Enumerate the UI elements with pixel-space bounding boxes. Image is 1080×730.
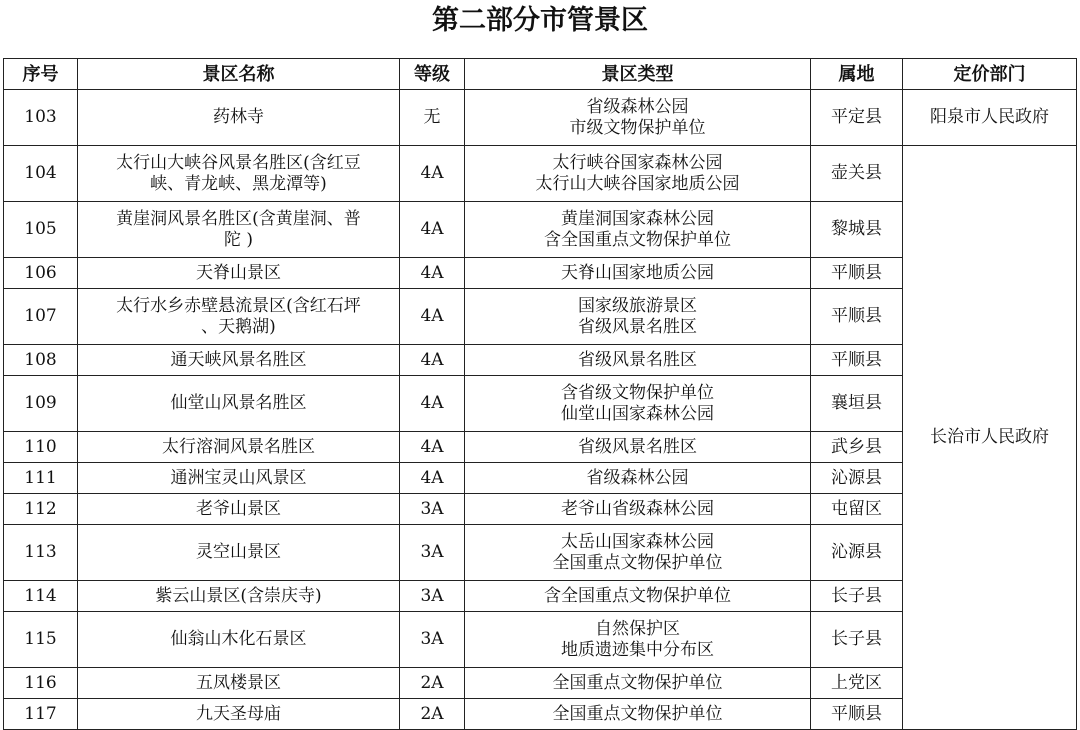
scenic-type: [465, 525, 811, 581]
row-number: 113: [4, 525, 78, 581]
scenic-type: [465, 146, 811, 202]
scenic-type-line: 省级风景名胜区: [578, 316, 697, 337]
scenic-type-line: 老爷山省级森林公园: [561, 498, 714, 519]
scenic-name-line: 仙堂山风景名胜区: [170, 393, 307, 413]
scenic-type: [465, 90, 811, 146]
header-county: 属地: [811, 59, 903, 90]
scenic-county: 上党区: [811, 668, 903, 699]
scenic-type-line: 省级风景名胜区: [578, 436, 697, 457]
scenic-name: [78, 494, 400, 525]
scenic-name: [78, 202, 400, 258]
scenic-type-line: 太行峡谷国家森林公园: [552, 152, 723, 173]
scenic-county: 壶关县: [811, 146, 903, 202]
scenic-name: [78, 699, 400, 730]
scenic-name: [78, 525, 400, 581]
scenic-name: [78, 376, 400, 432]
header-grade: 等级: [400, 59, 465, 90]
scenic-name-line: 仙翁山木化石景区: [170, 629, 307, 649]
scenic-name: [78, 146, 400, 202]
scenic-grade: 4A: [400, 258, 465, 289]
row-number: 103: [4, 90, 78, 146]
scenic-type-line: 省级风景名胜区: [578, 349, 697, 370]
scenic-type-line: 国家级旅游景区: [578, 295, 697, 316]
pricing-dept: 阳泉市人民政府: [903, 90, 1077, 146]
scenic-grade: 无: [400, 90, 465, 146]
row-number: 105: [4, 202, 78, 258]
scenic-type-line: 全国重点文物保护单位: [552, 552, 723, 573]
pricing-dept: 长治市人民政府: [903, 146, 1077, 730]
scenic-name-line: 老爷山景区: [196, 498, 281, 519]
scenic-type: [465, 668, 811, 699]
row-number: 112: [4, 494, 78, 525]
scenic-name-line: 、天鹅湖): [201, 316, 276, 337]
row-number: 115: [4, 612, 78, 668]
scenic-county: 平顺县: [811, 345, 903, 376]
scenic-name-line: 灵空山景区: [196, 542, 281, 562]
row-number: 108: [4, 345, 78, 376]
scenic-name: [78, 90, 400, 146]
scenic-type-line: 地质遗迹集中分布区: [561, 639, 714, 660]
scenic-type-line: 黄崖洞国家森林公园: [561, 208, 714, 229]
scenic-type: [465, 432, 811, 463]
scenic-county: 沁源县: [811, 463, 903, 494]
row-number: 106: [4, 258, 78, 289]
scenic-county: 武乡县: [811, 432, 903, 463]
row-number: 110: [4, 432, 78, 463]
scenic-type-line: 全国重点文物保护单位: [552, 672, 723, 693]
scenic-grade: 4A: [400, 463, 465, 494]
scenic-type: [465, 202, 811, 258]
scenic-name-line: 太行水乡赤壁悬流景区(含红石坪: [116, 295, 361, 316]
scenic-grade: 3A: [400, 612, 465, 668]
scenic-grade: 4A: [400, 146, 465, 202]
scenic-type-line: 省级森林公园: [586, 467, 689, 488]
scenic-name: [78, 289, 400, 345]
scenic-county: 长子县: [811, 612, 903, 668]
scenic-name-line: 太行山大峡谷风景名胜区(含红豆: [116, 152, 361, 173]
scenic-grade: 4A: [400, 345, 465, 376]
scenic-county: 平定县: [811, 90, 903, 146]
scenic-type: [465, 581, 811, 612]
scenic-type: [465, 345, 811, 376]
scenic-grade: 4A: [400, 376, 465, 432]
row-number: 104: [4, 146, 78, 202]
scenic-name-line: 天脊山景区: [196, 262, 281, 283]
header-type: 景区类型: [465, 59, 811, 90]
header-no: 序号: [4, 59, 78, 90]
scenic-type-line: 省级森林公园: [586, 96, 689, 117]
row-number: 117: [4, 699, 78, 730]
scenic-grade: 4A: [400, 289, 465, 345]
scenic-type-line: 仙堂山国家森林公园: [561, 403, 714, 424]
scenic-type-line: 含全国重点文物保护单位: [544, 229, 731, 250]
scenic-grade: 4A: [400, 202, 465, 258]
page-title: 第二部分市管景区: [432, 5, 648, 36]
row-number: 114: [4, 581, 78, 612]
scenic-grade: 3A: [400, 494, 465, 525]
scenic-type-line: 全国重点文物保护单位: [552, 703, 723, 724]
scenic-type-line: 市级文物保护单位: [569, 117, 706, 138]
scenic-type: [465, 463, 811, 494]
table-row: [4, 146, 1077, 202]
row-number: 116: [4, 668, 78, 699]
table-header-row: [4, 59, 1077, 90]
scenic-county: 长子县: [811, 581, 903, 612]
scenic-name-line: 陀 ): [223, 229, 254, 250]
row-number: 109: [4, 376, 78, 432]
scenic-county: 平顺县: [811, 289, 903, 345]
scenic-type: [465, 289, 811, 345]
scenic-name: [78, 345, 400, 376]
scenic-type: [465, 376, 811, 432]
scenic-name-line: 通洲宝灵山风景区: [170, 467, 307, 488]
scenic-name-line: 药林寺: [213, 107, 264, 127]
scenic-county: 黎城县: [811, 202, 903, 258]
scenic-name: [78, 612, 400, 668]
header-name: 景区名称: [78, 59, 400, 90]
scenic-name: [78, 581, 400, 612]
scenic-name-line: 峡、青龙峡、黑龙潭等): [150, 173, 327, 194]
scenic-type: [465, 612, 811, 668]
scenic-county: 沁源县: [811, 525, 903, 581]
scenic-grade: 3A: [400, 525, 465, 581]
scenic-name-line: 通天峡风景名胜区: [170, 349, 307, 370]
scenic-type-line: 太行山大峡谷国家地质公园: [535, 173, 740, 194]
row-number: 111: [4, 463, 78, 494]
row-number: 107: [4, 289, 78, 345]
scenic-name-line: 太行溶洞风景名胜区: [162, 436, 315, 457]
scenic-name-line: 五凤楼景区: [196, 672, 281, 693]
scenic-type: [465, 699, 811, 730]
scenic-type-line: 含省级文物保护单位: [561, 382, 714, 403]
scenic-county: 襄垣县: [811, 376, 903, 432]
scenic-county: 平顺县: [811, 258, 903, 289]
scenic-grade: 3A: [400, 581, 465, 612]
scenic-name-line: 黄崖洞风景名胜区(含黄崖洞、普: [116, 208, 361, 229]
table-row: [4, 90, 1077, 146]
scenic-type-line: 太岳山国家森林公园: [561, 531, 714, 552]
scenic-name-line: 九天圣母庙: [196, 703, 281, 724]
scenic-type-line: 天脊山国家地质公园: [561, 262, 714, 283]
header-dept: 定价部门: [903, 59, 1077, 90]
scenic-name: [78, 668, 400, 699]
scenic-type-line: 自然保护区: [595, 618, 680, 639]
scenic-grade: 4A: [400, 432, 465, 463]
scenic-name-line: 紫云山景区(含崇庆寺): [155, 585, 322, 606]
scenic-type-line: 含全国重点文物保护单位: [544, 585, 731, 606]
scenic-county: 屯留区: [811, 494, 903, 525]
scenic-name: [78, 258, 400, 289]
scenic-grade: 2A: [400, 668, 465, 699]
scenic-type: [465, 494, 811, 525]
scenic-name: [78, 463, 400, 494]
scenic-county: 平顺县: [811, 699, 903, 730]
scenic-grade: 2A: [400, 699, 465, 730]
scenic-type: [465, 258, 811, 289]
scenic-area-table: [3, 58, 1077, 730]
scenic-name: [78, 432, 400, 463]
